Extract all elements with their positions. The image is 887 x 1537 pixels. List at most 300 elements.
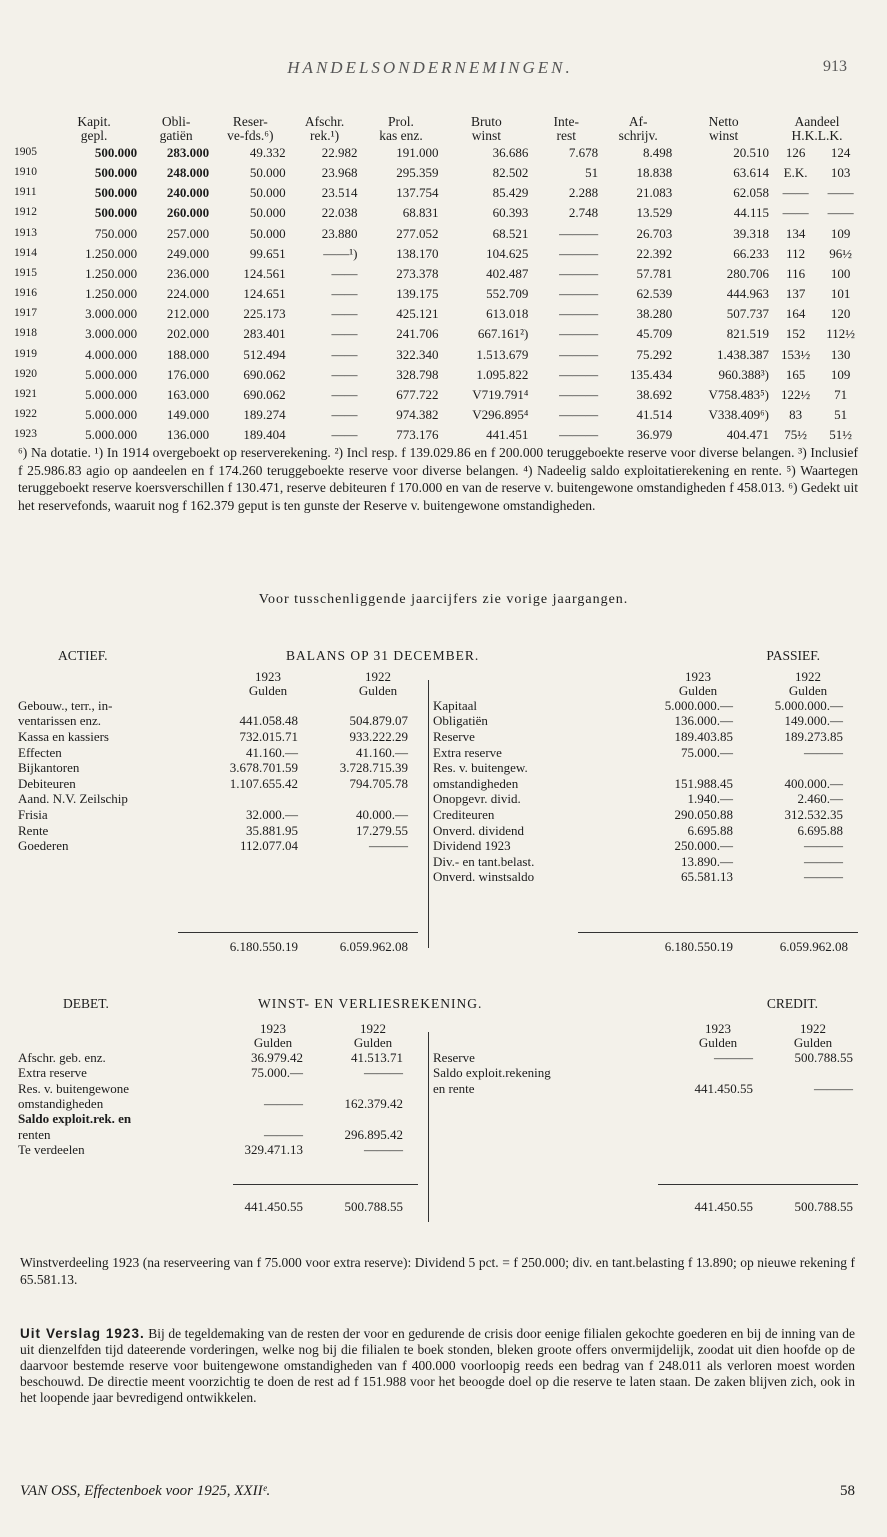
- ledger-row: [18, 761, 418, 777]
- ledger-label: Goederen: [18, 838, 69, 854]
- balance-passief-column: [433, 670, 858, 886]
- value-cell: 23.968: [321, 164, 358, 180]
- value-cell: 3.000.000: [85, 326, 138, 342]
- value-cell: 690.062: [243, 387, 286, 403]
- value-cell: 500.000: [94, 144, 138, 160]
- ledger-amount-1923: 112.077.04: [239, 838, 298, 854]
- year-label: 1923: [260, 1021, 286, 1036]
- table-row: [12, 244, 862, 264]
- value-cell: 552.709: [486, 286, 529, 302]
- ledger-label: Onverd. dividend: [433, 822, 524, 838]
- ledger-amount-1923: 290.050.88: [674, 806, 733, 822]
- passief-rows: [433, 699, 858, 886]
- value-cell: 50.000: [249, 205, 286, 221]
- value-cell: 104.625: [486, 245, 529, 261]
- ledger-amount-1923: 65.581.13: [681, 869, 733, 885]
- year-cell: 1917: [14, 307, 37, 320]
- value-cell: 21.083: [636, 185, 673, 201]
- ledger-amount-1923: 32.000.—: [246, 806, 298, 822]
- ledger-row: [18, 1143, 418, 1158]
- value-cell: 283.401: [243, 326, 286, 342]
- value-cell: 135.434: [630, 366, 673, 382]
- value-cell: 20.510: [733, 144, 769, 160]
- value-cell: 773.176: [396, 427, 439, 443]
- value-cell: 3.000.000: [85, 306, 138, 322]
- value-cell: ——: [331, 265, 358, 281]
- col-header: Afschr.: [304, 114, 345, 129]
- col-header: Netto: [708, 114, 739, 129]
- profit-distribution-text: Winstverdeeling 1923 (na reserveering van f 75.000 voor extra reserve): Dividend 5 pct. = f 250.000; div. en tant.belasting f 13.890; op nieuwe rekening f 65.581.13.: [20, 1255, 855, 1287]
- running-header: [0, 58, 887, 82]
- value-cell: 176.000: [166, 366, 210, 382]
- profit-loss-title: WINST- EN VERLIESREKENING.: [258, 996, 483, 1011]
- col-header: gepl.: [80, 127, 108, 143]
- value-cell: 425.121: [396, 306, 439, 322]
- value-cell: 5.000.000: [85, 366, 138, 382]
- value-cell: 277.052: [396, 225, 439, 241]
- credit-total-1922: 500.788.55: [794, 1199, 853, 1214]
- value-cell: 50.000: [249, 164, 286, 180]
- table-row: [12, 264, 862, 284]
- report-text: Bij de tegeldemaking van de resten der voor en gedurende de crisis door eenige filialen gekochte goederen en bij de inning van de uit dienzelfden tijd dateerende vorderingen, welke nog bij die filialen te boek stonden, bleken groote offers onvermijdelijk, zoodat uit dien hoofde op de daarvoor bestemde reserve voor buitengewone omstandigheden van f 400.000 voorloopig reeds een bedrag van f 248.011 als verloren moest worden beschouwd. De directie meent voorzichtig te doen de rest ad f 151.988 voor het beoogde doel op die reserve te laten staan. De zaken blijven zich, ook in het loopende jaar bevredigend ontwikkelen.: [20, 1326, 855, 1405]
- value-cell: 152: [785, 326, 806, 342]
- ledger-row: [433, 855, 858, 871]
- ledger-label: Debiteuren: [18, 775, 76, 791]
- balance-sheet: [18, 670, 858, 960]
- table-row: [12, 365, 862, 385]
- ledger-amount-1922: 189.273.85: [784, 728, 843, 744]
- value-cell: 41.514: [636, 407, 673, 423]
- value-cell: 202.000: [166, 326, 210, 342]
- balance-title: BALANS OP 31 DECEMBER.: [286, 648, 480, 663]
- value-cell: 85.429: [492, 185, 529, 201]
- ledger-label: Effecten: [18, 744, 62, 760]
- value-cell: 71: [834, 387, 848, 403]
- table-row: [12, 304, 862, 324]
- ledger-amount-1922: ———: [814, 1080, 853, 1096]
- value-cell: 974.382: [396, 407, 439, 423]
- value-cell: ——: [331, 427, 358, 443]
- value-cell: 677.722: [396, 387, 439, 403]
- value-cell: 821.519: [726, 326, 769, 342]
- year-cell: 1923: [14, 428, 37, 441]
- value-cell: 124: [830, 144, 851, 160]
- value-cell: 49.332: [249, 144, 286, 160]
- year-cell: 1919: [14, 347, 37, 360]
- value-cell: 225.173: [243, 306, 286, 322]
- value-cell: 124.651: [243, 286, 286, 302]
- ledger-label: Res. v. buitengew.: [433, 760, 528, 776]
- value-cell: 51: [834, 407, 848, 423]
- annual-report-excerpt: [20, 1326, 855, 1406]
- dividend-table-body: [12, 143, 862, 446]
- ledger-row: [18, 824, 418, 840]
- credit-total-1923: 441.450.55: [694, 1199, 753, 1214]
- footnotes-text: ⁶) Na dotatie. ¹) In 1914 overgeboekt op reserverekening. ²) Incl resp. f 139.029.86 en f 200.000 teruggeboekte reserve voor diverse belangen. ³) Inclusief f 25.986.83 agio op aandeelen en f 174.260 teruggeboekte reserve voor diverse belangen. ⁴) Nadeelig saldo exploitatierekening en rente. ⁵) Waartegen teruggeboekt reserve koersverschillen f 130.471, reserve debiteuren f 170.000 en van de reserve v. buitengewone omstandigheden f 458.013. ⁶) Gedekt uit het reservefonds, waaruit nog f 162.379 geput is ten gunste der Reserve v. buitengewone omstandigheden.: [18, 445, 858, 513]
- ledger-amount-1923: 3.678.701.59: [229, 760, 298, 776]
- value-cell: 18.838: [636, 164, 673, 180]
- ledger-label: Res. v. buitengewone: [18, 1080, 130, 1096]
- value-cell: 153½: [780, 346, 811, 362]
- value-cell: 101: [830, 286, 851, 302]
- ledger-row: [433, 730, 858, 746]
- credit-total-rule: [658, 1184, 858, 1185]
- dividend-table: [12, 115, 862, 445]
- ledger-amount-1923: 36.979.42: [251, 1049, 303, 1065]
- ledger-label: Gebouw., terr., in-: [18, 697, 113, 713]
- ledger-label: Rente: [18, 822, 49, 838]
- value-cell: 1.250.000: [85, 245, 138, 261]
- value-cell: 1.250.000: [85, 265, 138, 281]
- table-row: [12, 284, 862, 304]
- year-label: 1922: [800, 1021, 826, 1036]
- value-cell: 328.798: [396, 366, 439, 382]
- ledger-amount-1922: ———: [364, 1142, 403, 1158]
- actief-unit-row: [18, 684, 418, 698]
- value-cell: 188.000: [166, 346, 210, 362]
- value-cell: 130: [830, 346, 851, 362]
- value-cell: 22.982: [321, 144, 358, 160]
- value-cell: 960.388³): [718, 366, 769, 382]
- ledger-amount-1923: 75.000.—: [251, 1065, 303, 1081]
- ledger-row: [18, 808, 418, 824]
- ledger-label: ventarissen enz.: [18, 713, 102, 729]
- value-cell: 4.000.000: [85, 346, 138, 362]
- ledger-row: [433, 746, 858, 762]
- value-cell: 241.706: [396, 326, 439, 342]
- year-cell: 1921: [14, 388, 37, 401]
- value-cell: 189.274: [243, 407, 286, 423]
- footnotes: [18, 444, 858, 514]
- value-cell: 103: [830, 164, 851, 180]
- value-cell: 189.404: [243, 427, 286, 443]
- ledger-label: Saldo exploit.rekening: [433, 1065, 551, 1081]
- value-cell: ——: [331, 387, 358, 403]
- value-cell: V719.791⁴: [472, 387, 529, 403]
- value-cell: 212.000: [166, 306, 210, 322]
- value-cell: ——: [827, 205, 854, 221]
- ledger-label: Extra reserve: [433, 744, 502, 760]
- ledger-amount-1923: 1.107.655.42: [229, 775, 298, 791]
- credit-column: [433, 1022, 858, 1097]
- ledger-label: Afschr. geb. enz.: [18, 1049, 106, 1065]
- value-cell: 613.018: [486, 306, 529, 322]
- ledger-amount-1923: 35.881.95: [246, 822, 298, 838]
- value-cell: 444.963: [726, 286, 769, 302]
- value-cell: V758.483⁵): [708, 387, 769, 403]
- value-cell: 26.703: [636, 225, 673, 241]
- debet-unit-row: [18, 1036, 418, 1050]
- value-cell: 7.678: [568, 144, 599, 160]
- value-cell: 66.233: [733, 245, 769, 261]
- actief-total-1922: 6.059.962.08: [339, 939, 408, 954]
- value-cell: 248.000: [166, 164, 210, 180]
- ledger-amount-1923: 189.403.85: [674, 728, 733, 744]
- value-cell: 62.539: [636, 286, 673, 302]
- ledger-label: Reserve: [433, 1049, 475, 1065]
- value-cell: V338.409⁶): [708, 407, 769, 423]
- value-cell: 260.000: [166, 205, 210, 221]
- value-cell: 191.000: [396, 144, 439, 160]
- ledger-label: Kassa en kassiers: [18, 728, 109, 744]
- table-row: [12, 183, 862, 203]
- value-cell: ———: [559, 265, 599, 281]
- value-cell: 2.288: [568, 185, 599, 201]
- value-cell: 257.000: [166, 225, 210, 241]
- value-cell: 149.000: [166, 407, 210, 423]
- value-cell: 51: [585, 164, 599, 180]
- value-cell: 75½: [784, 427, 807, 443]
- value-cell: 138.170: [396, 245, 439, 261]
- col-header: Prol.: [388, 114, 414, 129]
- ledger-amount-1922: 149.000.—: [784, 713, 843, 729]
- table-header-row-1: [12, 115, 862, 129]
- debet-total-1922: 500.788.55: [344, 1199, 403, 1214]
- value-cell: 22.038: [321, 205, 358, 221]
- value-cell: 45.709: [636, 326, 673, 342]
- value-cell: 51½: [829, 427, 852, 443]
- ledger-row: [18, 1128, 418, 1143]
- value-cell: 163.000: [166, 387, 210, 403]
- credit-heading: CREDIT.: [766, 996, 818, 1011]
- value-cell: 13.529: [636, 205, 673, 221]
- value-cell: 512.494: [243, 346, 286, 362]
- ledger-row: [433, 870, 858, 886]
- value-cell: 112½: [826, 326, 855, 342]
- ledger-amount-1922: 500.788.55: [794, 1049, 853, 1065]
- ledger-amount-1923: 13.890.—: [681, 853, 733, 869]
- value-cell: 137: [785, 286, 806, 302]
- value-cell: ——: [331, 346, 358, 362]
- value-cell: 690.062: [243, 366, 286, 382]
- value-cell: 109: [830, 225, 851, 241]
- ledger-amount-1922: 162.379.42: [344, 1095, 403, 1111]
- value-cell: 2.748: [568, 205, 599, 221]
- value-cell: 99.651: [249, 245, 286, 261]
- value-cell: 404.471: [726, 427, 769, 443]
- ledger-label: Te verdeelen: [18, 1142, 85, 1158]
- footer-page: 58: [840, 1483, 855, 1499]
- debet-total-1923: 441.450.55: [244, 1199, 303, 1214]
- value-cell: 224.000: [166, 286, 210, 302]
- ledger-amount-1922: ———: [369, 838, 408, 854]
- value-cell: 402.487: [486, 265, 529, 281]
- ledger-amount-1922: 400.000.—: [784, 775, 843, 791]
- value-cell: 82.502: [492, 164, 529, 180]
- value-cell: ———: [559, 286, 599, 302]
- value-cell: 36.686: [492, 144, 529, 160]
- ledger-amount-1923: ———: [714, 1049, 753, 1065]
- value-cell: ———: [559, 326, 599, 342]
- ledger-label: Onopgevr. divid.: [433, 791, 521, 807]
- year-label: 1923: [255, 669, 281, 684]
- col-header: Reser-: [232, 114, 268, 129]
- ledger-label: en rente: [433, 1080, 475, 1096]
- value-cell: 500.000: [94, 205, 138, 221]
- ledger-row: [433, 792, 858, 808]
- debet-heading: DEBET.: [63, 996, 109, 1011]
- value-cell: 96½: [829, 245, 852, 261]
- value-cell: 23.880: [321, 225, 358, 241]
- ledger-amount-1922: 296.895.42: [344, 1126, 403, 1142]
- unit-label: Gulden: [248, 683, 288, 699]
- value-cell: 50.000: [249, 225, 286, 241]
- ledger-amount-1922: 17.279.55: [356, 822, 408, 838]
- ledger-amount-1923: 151.988.45: [674, 775, 733, 791]
- ledger-label: Reserve: [433, 728, 475, 744]
- value-cell: ——: [331, 366, 358, 382]
- value-cell: ——: [331, 286, 358, 302]
- col-header: kas enz.: [379, 127, 423, 143]
- year-cell: 1913: [14, 226, 37, 239]
- year-cell: 1918: [14, 327, 37, 340]
- ledger-amount-1923: 441.058.48: [239, 713, 298, 729]
- unit-label: Gulden: [353, 1035, 393, 1051]
- ledger-amount-1923: 136.000.—: [674, 713, 733, 729]
- col-header: rest: [556, 127, 576, 143]
- value-cell: 112: [786, 245, 806, 261]
- col-header: gatiën: [159, 127, 193, 143]
- ledger-amount-1923: 6.695.88: [687, 822, 733, 838]
- value-cell: 249.000: [166, 245, 210, 261]
- value-cell: 5.000.000: [85, 427, 138, 443]
- value-cell: ———: [559, 427, 599, 443]
- balance-divider: [428, 680, 429, 948]
- profit-loss-account: [18, 1022, 858, 1222]
- col-header: H.K.L.K.: [791, 127, 843, 143]
- table-row: [12, 143, 862, 163]
- col-header: ve-fds.⁶): [227, 127, 274, 143]
- ledger-amount-1922: 794.705.78: [349, 775, 408, 791]
- col-header: Obli-: [161, 114, 191, 129]
- ledger-label: omstandigheden: [433, 775, 519, 791]
- ledger-amount-1922: ———: [804, 869, 843, 885]
- value-cell: 667.161²): [477, 326, 529, 342]
- value-cell: 8.498: [643, 144, 673, 160]
- ledger-amount-1923: 1.940.—: [687, 791, 733, 807]
- ledger-amount-1922: 933.222.29: [349, 728, 408, 744]
- table-row: [12, 223, 862, 243]
- ledger-row: [433, 777, 858, 793]
- credit-rows: [433, 1051, 858, 1097]
- value-cell: 240.000: [166, 185, 210, 201]
- ledger-row: [433, 824, 858, 840]
- passief-total-1922: 6.059.962.08: [779, 939, 848, 954]
- value-cell: 1.513.679: [476, 346, 529, 362]
- passief-total-rule: [578, 932, 858, 933]
- value-cell: 100: [830, 265, 851, 281]
- value-cell: 124.561: [243, 265, 286, 281]
- value-cell: 44.115: [733, 205, 769, 221]
- value-cell: 134: [785, 225, 806, 241]
- value-cell: 236.000: [166, 265, 210, 281]
- ledger-row: [18, 792, 418, 808]
- ledger-amount-1922: 504.879.07: [349, 713, 408, 729]
- value-cell: 164: [785, 306, 806, 322]
- value-cell: 5.000.000: [85, 407, 138, 423]
- value-cell: 322.340: [396, 346, 439, 362]
- ledger-row: [18, 1082, 418, 1097]
- profit-loss-divider: [428, 1032, 429, 1222]
- ledger-label: Extra reserve: [18, 1065, 87, 1081]
- value-cell: ———: [559, 407, 599, 423]
- debet-year-row: [18, 1022, 418, 1036]
- value-cell: 507.737: [726, 306, 769, 322]
- ledger-row: [18, 714, 418, 730]
- ledger-amount-1922: 41.160.—: [356, 744, 408, 760]
- actief-total-1923: 6.180.550.19: [229, 939, 298, 954]
- value-cell: 109: [830, 366, 851, 382]
- value-cell: V296.895⁴: [472, 407, 529, 423]
- value-cell: 83: [789, 407, 803, 423]
- ledger-label: Div.- en tant.belast.: [433, 853, 535, 869]
- ledger-row: [433, 808, 858, 824]
- ledger-amount-1923: ———: [264, 1095, 303, 1111]
- ledger-label: Kapitaal: [433, 697, 478, 713]
- debet-column: [18, 1022, 418, 1159]
- table-row: [12, 405, 862, 425]
- value-cell: 1.438.387: [716, 346, 769, 362]
- ledger-row: [18, 777, 418, 793]
- col-header: Aandeel: [794, 114, 840, 129]
- col-header: winst: [471, 127, 502, 143]
- table-row: [12, 425, 862, 445]
- value-cell: ——: [782, 185, 809, 201]
- value-cell: ———: [559, 245, 599, 261]
- value-cell: 139.175: [396, 286, 439, 302]
- ledger-amount-1922: 5.000.000.—: [774, 697, 843, 713]
- debet-rows: [18, 1051, 418, 1159]
- ledger-row: [433, 1051, 858, 1066]
- value-cell: 50.000: [249, 185, 286, 201]
- balance-heading: [18, 648, 858, 668]
- value-cell: 75.292: [636, 346, 673, 362]
- value-cell: 750.000: [94, 225, 138, 241]
- col-header: Bruto: [471, 114, 502, 129]
- ledger-amount-1923: 41.160.—: [246, 744, 298, 760]
- ledger-amount-1922: ———: [364, 1065, 403, 1081]
- unit-label: Gulden: [698, 1035, 738, 1051]
- value-cell: 441.451: [486, 427, 529, 443]
- passief-heading: PASSIEF.: [766, 648, 820, 663]
- unit-label: Gulden: [678, 683, 718, 699]
- ledger-row: [18, 839, 418, 855]
- ledger-amount-1922: 3.728.715.39: [339, 760, 408, 776]
- ledger-label: Obligatiën: [433, 713, 488, 729]
- debet-total-rule: [233, 1184, 418, 1185]
- ledger-amount-1923: 75.000.—: [681, 744, 733, 760]
- year-cell: 1922: [14, 408, 37, 421]
- value-cell: 500.000: [94, 185, 138, 201]
- value-cell: 165: [785, 366, 806, 382]
- ledger-label: Aand. N.V. Zeilschip: [18, 791, 128, 807]
- ledger-amount-1923: 441.450.55: [694, 1080, 753, 1096]
- col-header: rek.¹): [309, 127, 340, 143]
- value-cell: 116: [786, 265, 806, 281]
- col-header: Af-: [628, 114, 648, 129]
- ledger-label: Crediteuren: [433, 806, 495, 822]
- value-cell: E.K.: [783, 164, 808, 180]
- value-cell: ——: [331, 306, 358, 322]
- ledger-row: [433, 1066, 858, 1081]
- year-cell: 1910: [14, 165, 37, 178]
- table-row: [12, 163, 862, 183]
- value-cell: ———: [559, 306, 599, 322]
- ledger-amount-1922: 6.695.88: [797, 822, 843, 838]
- unit-label: Gulden: [253, 1035, 293, 1051]
- ledger-amount-1922: 40.000.—: [356, 806, 408, 822]
- ledger-amount-1922: 41.513.71: [351, 1049, 403, 1065]
